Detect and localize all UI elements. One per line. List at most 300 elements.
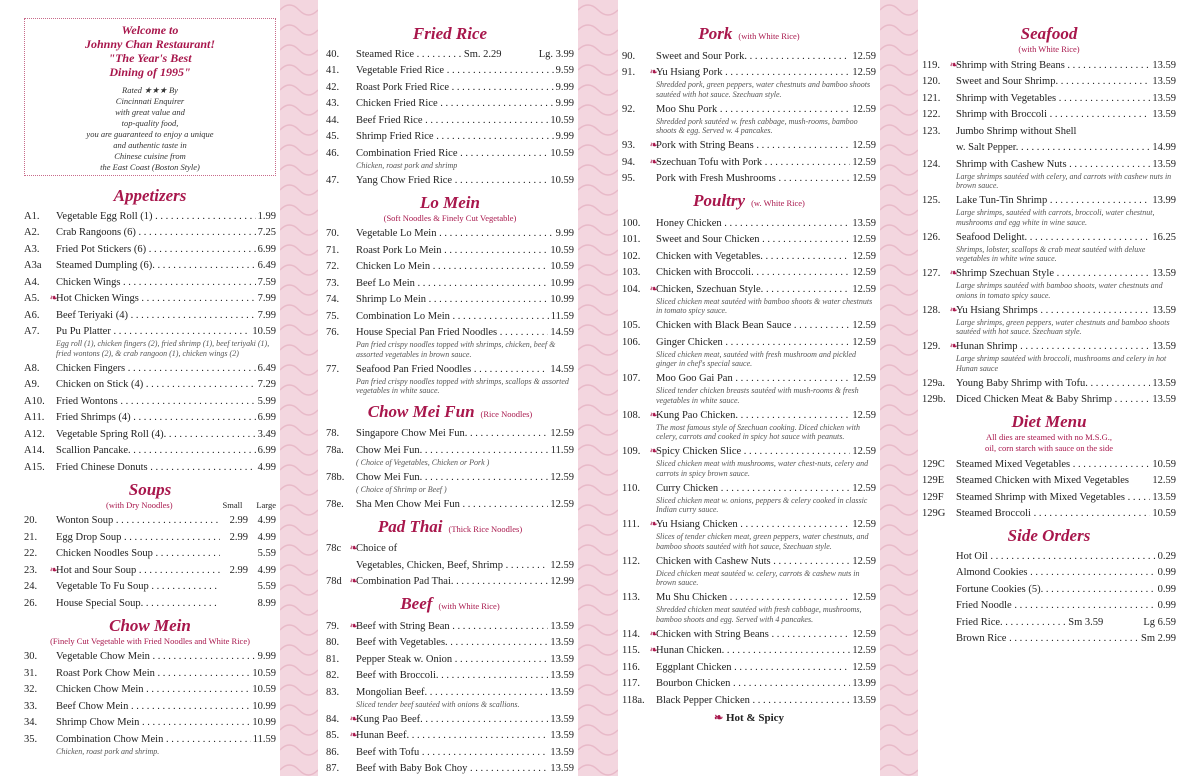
item-price: Lg 6.59: [1143, 616, 1176, 628]
item-number: A3.: [24, 243, 40, 255]
item-name: Chicken with Black Bean Sauce . . .: [656, 319, 850, 332]
band-pattern: [880, 0, 918, 776]
welcome-body-line: with great value and: [115, 107, 185, 117]
item-price: 0.99: [1157, 583, 1176, 595]
band-wave: [880, 745, 918, 755]
band-wave: [280, 365, 318, 375]
item-price: 9.99: [555, 131, 574, 142]
item-number: 75.: [326, 310, 340, 322]
item-price: 12.59: [852, 67, 876, 78]
section-title-text: Seafood: [1020, 24, 1078, 43]
band-wave: [280, 505, 318, 515]
chili-pepper-icon: ❧: [649, 645, 658, 656]
menu-column-4: [922, 18, 1176, 776]
chili-pepper-icon: ❧: [949, 341, 958, 352]
section-title-text: Pad Thai: [377, 516, 443, 536]
chili-pepper-icon: ❧: [649, 283, 658, 295]
menu-item: [326, 81, 574, 94]
item-name: Combination Chow Mein . . .: [56, 733, 251, 746]
item-name: House Special Pan Fried Noodles . . .: [356, 326, 548, 339]
item-number: A14.: [24, 445, 45, 456]
price-large: 4.99: [257, 564, 276, 576]
band-wave: [280, 265, 318, 275]
item-price: 12.59: [550, 498, 574, 510]
band-wave: [578, 105, 618, 115]
item-description: Large shrimps sautéed with bamboo shoots, water chestnuts and onions in tomato spicy sauce.: [956, 281, 1163, 300]
item-number: 85. ❧: [326, 730, 358, 741]
item-number: 100.: [622, 217, 641, 229]
section-subtitle: (Finely Cut Vegetable with Fried Noodles and White Rice): [50, 635, 250, 646]
item-name: Sha Men Chow Mei Fun . . .: [356, 498, 548, 511]
item-name: Mu Shu Chicken . . .: [656, 591, 850, 604]
item-price: 12.59: [852, 173, 876, 184]
section-tag: (Thick Rice Noodles): [448, 523, 523, 534]
band-wave: [880, 185, 918, 195]
band-wave: [280, 65, 318, 75]
item-price: Lg. 3.99: [538, 48, 574, 60]
welcome-body-line: and authentic taste in: [113, 140, 187, 150]
item-description: Shredded chicken meat sautéed with fresh cabbage, mushrooms, bamboo shoots and egg. Served with 4 pancakes.: [656, 605, 862, 624]
item-price: 12.59: [852, 661, 876, 673]
item-number: 129b.: [922, 394, 946, 405]
item-description: Diced chicken meat sautéed w. celery, carrots & cashew nuts in brown sauce.: [656, 568, 860, 587]
welcome-body-line: you are guaranteed to enjoy a unique: [86, 129, 214, 139]
menu-item: [922, 304, 1176, 317]
band-wave: [880, 145, 918, 155]
item-number: 31.: [24, 667, 38, 679]
chili-pepper-icon: ❧: [649, 140, 658, 151]
item-name: Beef with Tofu . . .: [356, 746, 548, 759]
item-description: The most famous style of Szechuan cooking. Diced chicken with celery, carrots and cooked in spicy hot sauce with peanuts.: [656, 422, 860, 441]
item-price: 6.99: [257, 445, 276, 456]
item-price: 10.59: [550, 114, 574, 126]
item-number: 111. ❧: [622, 519, 658, 530]
menu-item: [622, 628, 876, 641]
band-wave: [880, 285, 918, 295]
item-number: 115. ❧: [622, 645, 658, 656]
item-name: Hunan Chicken. . . .: [656, 644, 850, 657]
chili-pepper-icon: ❧: [713, 711, 726, 724]
band-wave: [578, 385, 618, 395]
menu-item: [24, 210, 276, 223]
menu-item: [622, 677, 876, 690]
item-price: 10.59: [550, 244, 574, 256]
item-price: 10.99: [252, 700, 276, 712]
item-number: 21.: [24, 531, 38, 543]
menu-item: [922, 393, 1176, 406]
item-price: 3.49: [257, 428, 276, 440]
item-name: Crab Rangoons (6) . . .: [56, 226, 256, 239]
band-wave: [280, 305, 318, 315]
band-wave: [880, 465, 918, 475]
band-wave: [280, 665, 318, 675]
item-price: 12.59: [852, 250, 876, 262]
band-wave: [280, 245, 318, 255]
menu-item: [622, 336, 876, 349]
item-number: 20.: [24, 515, 38, 526]
price-large: 4.99: [257, 515, 276, 526]
band-wave: [578, 205, 618, 215]
chili-pepper-icon: ❧: [949, 59, 958, 71]
section-subtitle: oil, corn starch with sauce on the side: [985, 443, 1113, 453]
section-title: [24, 480, 276, 500]
item-name: Honey Chicken . . .: [656, 217, 850, 230]
item-name: Kung Pao Chicken. . . .: [656, 409, 850, 422]
item-price: 12.59: [550, 471, 574, 483]
menu-item: [622, 372, 876, 385]
item-price: 13.59: [1152, 158, 1176, 170]
band-wave: [578, 185, 618, 195]
item-price: 6.99: [257, 412, 276, 423]
item-name: Roast Pork Fried Rice . . .: [356, 81, 554, 94]
item-number: 117.: [622, 678, 640, 689]
item-number: 86.: [326, 746, 340, 758]
item-name: Sweet and Sour Chicken . . .: [656, 233, 850, 246]
menu-item: [326, 147, 574, 160]
item-number: 127. ❧: [922, 268, 958, 279]
menu-item: [326, 260, 574, 273]
menu-item: [24, 243, 276, 256]
section-title: [326, 24, 574, 44]
welcome-box: [24, 18, 276, 176]
item-description: Shredded pork, green peppers, water chestnuts and bamboo shoots sautéed with hot sauce. Szechuan style.: [656, 80, 871, 99]
price-small: [220, 597, 248, 610]
item-prices: [220, 531, 276, 544]
section-title: [24, 616, 276, 636]
menu-item: [24, 226, 276, 239]
band-wave: [578, 625, 618, 635]
item-name: Vegetable Egg Roll (1) . . .: [56, 210, 256, 223]
item-number: 128. ❧: [922, 304, 958, 316]
band-wave: [880, 245, 918, 255]
item-name: Fortune Cookies (5). . . .: [956, 583, 1156, 596]
band-wave: [578, 405, 618, 415]
band-wave: [578, 165, 618, 175]
menu-item: [622, 103, 876, 116]
section-subtitle: (with White Rice): [1018, 44, 1080, 54]
item-name: Bourbon Chicken . . .: [656, 677, 850, 690]
item-price: 10.59: [252, 667, 276, 679]
band-wave: [280, 685, 318, 695]
section-title-text: Chow Mei Fun: [367, 401, 475, 421]
item-price: 13.59: [550, 637, 574, 648]
welcome-body-line: the East Coast (Boston Style): [100, 162, 200, 172]
item-number: 34.: [24, 717, 38, 728]
section-title: [922, 24, 1176, 44]
item-number: 73.: [326, 277, 340, 289]
menu-item: [326, 686, 574, 699]
band-wave: [280, 445, 318, 455]
item-price: 13.99: [1152, 195, 1176, 206]
section-title-text: Beef: [400, 594, 433, 613]
band-wave: [880, 85, 918, 95]
item-name: Chicken Chow Mein . . .: [56, 683, 250, 696]
menu-item: [326, 444, 574, 457]
item-number: 79. ❧: [326, 620, 358, 632]
menu-item: [326, 620, 574, 633]
item-name: Chicken on Stick (4) . . .: [56, 378, 256, 391]
menu-item: [326, 326, 574, 339]
menu-item: [326, 713, 574, 726]
item-description: Sliced tender chicken breasts sautéed with mush-rooms & fresh vegetables in white sauce.: [656, 386, 859, 405]
item-name: Chicken with Vegetables. . . .: [656, 250, 850, 263]
band-wave: [880, 205, 918, 215]
menu-item: [326, 244, 574, 257]
price-large: 4.99: [257, 531, 276, 543]
item-price: 13.59: [550, 746, 574, 758]
item-name: Chicken with Broccoli. . . .: [656, 266, 850, 279]
item-number: 90.: [622, 50, 636, 62]
band-wave: [578, 45, 618, 55]
item-number: A8.: [24, 362, 40, 374]
item-name: Steamed Dumpling (6). . . .: [56, 259, 256, 272]
welcome-body: [31, 85, 269, 173]
item-prices: [220, 597, 276, 610]
item-price: 13.59: [1152, 109, 1176, 120]
band-wave: [880, 685, 918, 695]
item-price: 12.59: [852, 156, 876, 168]
band-wave: [280, 585, 318, 595]
menu-item: [326, 498, 574, 511]
item-name: Shrimp with Broccoli . . .: [956, 108, 1150, 121]
item-name: Roast Pork Chow Mein . . .: [56, 667, 250, 680]
band-wave: [280, 465, 318, 475]
item-description: Large shrimps, sautéed with carrots, broccoli, water chestnut, mushrooms and egg white in wine sauce.: [956, 208, 1155, 227]
item-name: Moo Goo Gai Pan . . .: [656, 372, 850, 385]
item-price: 12.59: [852, 320, 876, 331]
item-number: 129E: [922, 475, 945, 486]
item-price: 10.99: [550, 294, 574, 305]
menu-item: [24, 733, 276, 746]
band-wave: [280, 565, 318, 575]
band-wave: [578, 85, 618, 95]
item-price: 10.99: [252, 717, 276, 728]
band-wave: [880, 225, 918, 235]
item-name: Fried Wontons . . .: [56, 395, 256, 408]
item-number: 122.: [922, 109, 941, 120]
menu-item: [922, 194, 1176, 207]
item-price: 16.25: [1152, 231, 1176, 243]
item-description: Egg roll (1), chicken fingers (2), fried shrimp (1), beef teriyaki (1), fried wontons (2), & crab rangoon (1), chicken wings (2): [56, 339, 270, 358]
size-labels: [222, 500, 276, 511]
section-title: [326, 193, 574, 213]
item-description: ( Choice of Vegetables, Chicken or Pork ): [356, 457, 490, 467]
item-price: 13.59: [852, 694, 876, 706]
item-price: 5.99: [257, 395, 276, 407]
band-wave: [280, 345, 318, 355]
item-price: 7.99: [257, 309, 276, 321]
item-number: 44.: [326, 114, 340, 126]
item-price: 13.59: [1152, 268, 1176, 279]
band-wave: [880, 625, 918, 635]
item-name: Beef with Vegetables. . . .: [356, 636, 548, 649]
item-number: 33.: [24, 700, 38, 712]
item-price: 10.59: [252, 326, 276, 337]
item-price: 13.59: [550, 713, 574, 725]
band-wave: [280, 125, 318, 135]
menu-item: [326, 310, 574, 323]
menu-item: [24, 531, 276, 544]
item-price: 12.59: [852, 50, 876, 62]
band-wave: [578, 645, 618, 655]
item-number: 108. ❧: [622, 409, 658, 421]
item-number: 129G: [922, 508, 946, 519]
band-wave: [578, 265, 618, 275]
item-price: 12.59: [852, 336, 876, 348]
menu-column-3: [622, 18, 876, 776]
item-price: 6.99: [257, 243, 276, 255]
band-wave: [880, 105, 918, 115]
item-number: 92.: [622, 103, 636, 115]
item-price: 13.59: [1152, 341, 1176, 352]
item-price: 11.59: [252, 733, 276, 745]
menu-item: [326, 653, 574, 666]
band-wave: [280, 145, 318, 155]
item-prices: [220, 547, 276, 560]
item-price: 0.99: [1157, 567, 1176, 578]
menu-item: [622, 217, 876, 230]
item-name: Egg Drop Soup . . .: [56, 531, 220, 544]
band-wave: [880, 365, 918, 375]
chili-pepper-icon: ❧: [949, 268, 958, 279]
item-description: Sliced chicken meat sautéed with bamboo shoots & water chestnuts in tomato spicy sauce.: [656, 296, 873, 315]
band-wave: [880, 25, 918, 35]
welcome-line: "The Year's Best: [108, 51, 192, 65]
menu-item: [24, 428, 276, 441]
item-name: Jumbo Shrimp without Shell: [956, 125, 1077, 137]
item-name: Pepper Steak w. Onion . . .: [356, 653, 548, 666]
band-wave: [280, 385, 318, 395]
menu-item: [922, 507, 1176, 520]
item-number: 43.: [326, 98, 340, 109]
item-description: Sliced chicken meat with mushrooms, water chest-nuts, celery and carrots in spicy brown sauce.: [656, 459, 869, 478]
menu-item: [622, 319, 876, 332]
menu-item: [326, 114, 574, 127]
welcome-body-line: Chinese cuisine from: [114, 151, 186, 161]
item-number: A15.: [24, 461, 45, 473]
band-wave: [880, 505, 918, 515]
menu-item: [24, 362, 276, 375]
item-number: 107.: [622, 373, 641, 384]
menu-item: [922, 377, 1176, 390]
item-price: 14.59: [550, 327, 574, 338]
item-name: Fried Chinese Donuts . . .: [56, 461, 256, 474]
band-wave: [578, 225, 618, 235]
band-wave: [578, 125, 618, 135]
item-price: 12.59: [852, 409, 876, 421]
item-number: 101.: [622, 234, 641, 245]
menu-column-1: [24, 180, 276, 776]
item-name: Fried Shrimps (4) . . .: [56, 411, 256, 424]
band-wave: [280, 225, 318, 235]
item-name: Almond Cookies . . .: [956, 566, 1156, 579]
menu-item: [622, 694, 876, 707]
item-price: 9.99: [257, 651, 276, 662]
item-description: Slices of tender chicken meat, green peppers, water chestnuts, and bamboo shoots sautéed with hot sauce, Szechuan style.: [656, 532, 869, 551]
band-wave: [880, 725, 918, 735]
item-name: Vegetable Lo Mein . . .: [356, 227, 554, 240]
item-name: w. Salt Pepper. . . .: [956, 141, 1150, 154]
menu-item: [24, 411, 276, 424]
item-number: 121.: [922, 92, 941, 104]
item-name: Roast Pork Lo Mein . . .: [356, 244, 548, 257]
item-name: Fried Noodle . . .: [956, 599, 1156, 612]
menu-item: [622, 283, 876, 296]
item-name: Chow Mei Fun. . . .: [356, 444, 549, 457]
item-number: 70.: [326, 228, 340, 239]
band-wave: [880, 65, 918, 75]
item-name: Steamed Mixed Vegetables . . .: [956, 458, 1150, 471]
menu-item: [922, 59, 1176, 72]
menu-item: [922, 267, 1176, 280]
menu-item: [922, 92, 1176, 105]
band-wave: [280, 165, 318, 175]
item-name: Chow Mei Fun. . . .: [356, 471, 548, 484]
item-price: 10.99: [550, 277, 574, 289]
menu-item: [922, 491, 1176, 504]
menu-item: [326, 48, 574, 61]
menu-item: [24, 716, 276, 729]
item-number: 74.: [326, 294, 340, 305]
decorative-band-1: [280, 0, 318, 776]
item-description: Sliced tender beef sautéed with onions & scallions.: [356, 699, 520, 709]
item-description: Large shrimps, green peppers, water chestnuts and bamboo shoots sautéed with hot sauce. Szechuan style.: [956, 317, 1170, 336]
decorative-band-3: [880, 0, 918, 776]
band-wave: [578, 345, 618, 355]
band-wave: [578, 465, 618, 475]
menu-item: [24, 395, 276, 408]
section-title-text: Lo Mein: [420, 192, 480, 212]
band-wave: [880, 705, 918, 715]
item-price: 12.59: [852, 555, 876, 567]
menu-item: [622, 250, 876, 263]
item-name: Hunan Shrimp . . .: [956, 340, 1150, 353]
item-price: 10.59: [1152, 458, 1176, 470]
band-wave: [280, 205, 318, 215]
menu-item: [922, 141, 1176, 154]
label-large: Large: [256, 499, 276, 510]
menu-item: [922, 474, 1176, 487]
menu-item: [326, 636, 574, 649]
band-wave: [280, 645, 318, 655]
price-large: 5.59: [257, 548, 276, 559]
menu-item: [622, 555, 876, 568]
item-number: A9.: [24, 379, 40, 390]
item-name: Vegetable To Fu Soup . . .: [56, 580, 220, 593]
item-price: Sm 2.99: [1140, 633, 1176, 644]
menu-item: [326, 64, 574, 77]
band-wave: [280, 185, 318, 195]
item-price: 7.99: [257, 293, 276, 304]
band-wave: [578, 365, 618, 375]
item-name: Pu Pu Platter . . .: [56, 325, 250, 338]
band-wave: [578, 25, 618, 35]
band-wave: [880, 385, 918, 395]
item-name: Hot and Sour Soup . . .: [56, 564, 220, 577]
item-number: 78b.: [326, 471, 345, 483]
section-title-text: Side Orders: [1007, 526, 1091, 545]
item-number: 84. ❧: [326, 713, 358, 725]
band-wave: [578, 425, 618, 435]
decorative-band-2: [578, 0, 618, 776]
item-price: 13.59: [1152, 76, 1176, 87]
item-price: 13.59: [550, 763, 574, 774]
item-number: 129C: [922, 458, 945, 470]
chili-pepper-icon: ❧: [649, 67, 658, 78]
menu-item: [326, 542, 574, 555]
item-name: Hunan Beef. . . .: [356, 729, 548, 742]
menu-item: [326, 174, 574, 187]
